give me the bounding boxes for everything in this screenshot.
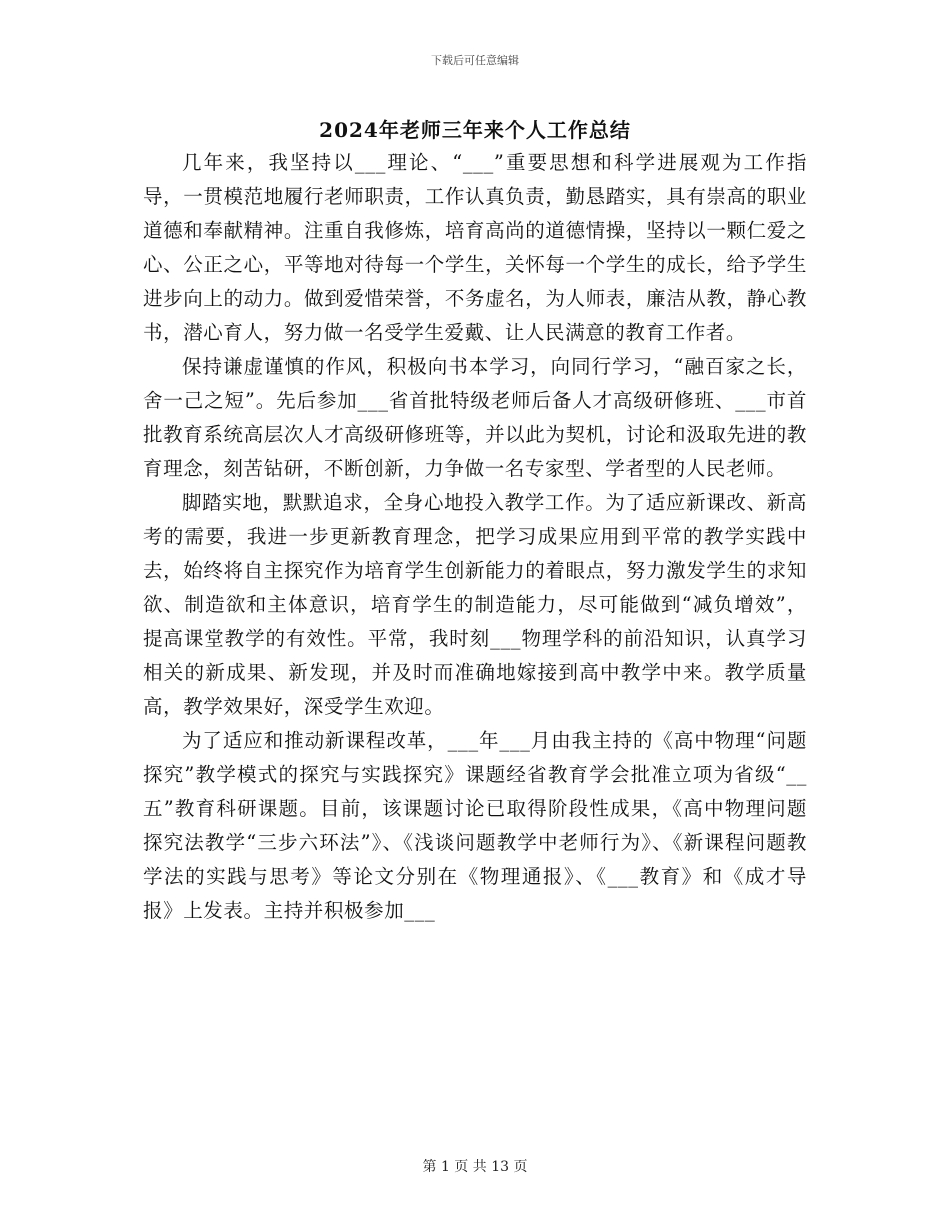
document-body	[143, 146, 807, 928]
page-header-note: 下载后可任意编辑	[431, 54, 519, 67]
document-title: 2024年老师三年来个人工作总结	[319, 118, 631, 142]
paragraph: 脚踏实地，默默追求，全身心地投入教学工作。为了适应新课改、新高考的需要，我进一步更新教育理念，把学习成果应用到平常的教学实践中去，始终将自主探究作为培育学生创新能力的着眼点，努力激发学生的求知欲、制造欲和主体意识，培育学生的制造能力，尽可能做到“减负增效”，提高课堂教学的有效性。平常，我时刻___物理学科的前沿知识，认真学习相关的新成果、新发现，并及时而准确地嫁接到高中教学中来。教学质量高，教学效果好，深受学生欢迎。	[143, 491, 807, 718]
paragraph: 为了适应和推动新课程改革，___年___月由我主持的《高中物理“问题探究”教学模式的探究与实践探究》课题经省教育学会批准立项为省级“__五”教育科研课题。目前，该课题讨论已取得阶段性成果，《高中物理问题探究法教学“三步六环法”》、《浅谈问题教学中老师行为》、《新课程问题教学法的实践与思考》等论文分别在《物理通报》、《___教育》和《成才导报》上发表。主持并积极参加___	[143, 729, 807, 922]
paragraph: 几年来，我坚持以___理论、“___”重要思想和科学进展观为工作指导，一贯模范地履行老师职责，工作认真负责，勤恳踏实，具有崇高的职业道德和奉献精神。注重自我修炼，培育高尚的道德情操，坚持以一颗仁爱之心、公正之心，平等地对待每一个学生，关怀每一个学生的成长，给予学生进步向上的动力。做到爱惜荣誉，不务虚名，为人师表，廉洁从教，静心教书，潜心育人，努力做一名受学生爱戴、让人民满意的教育工作者。	[143, 151, 807, 344]
page-number: 第 1 页 共 13 页	[422, 1159, 528, 1175]
paragraph: 保持谦虚谨慎的作风，积极向书本学习，向同行学习，“融百家之长，舍一己之短”。先后参加___省首批特级老师后备人才高级研修班、___市首批教育系统高层次人才高级研修班等，并以此为契机，讨论和汲取先进的教育理念，刻苦钻研，不断创新，力争做一名专家型、学者型的人民老师。	[143, 355, 807, 480]
